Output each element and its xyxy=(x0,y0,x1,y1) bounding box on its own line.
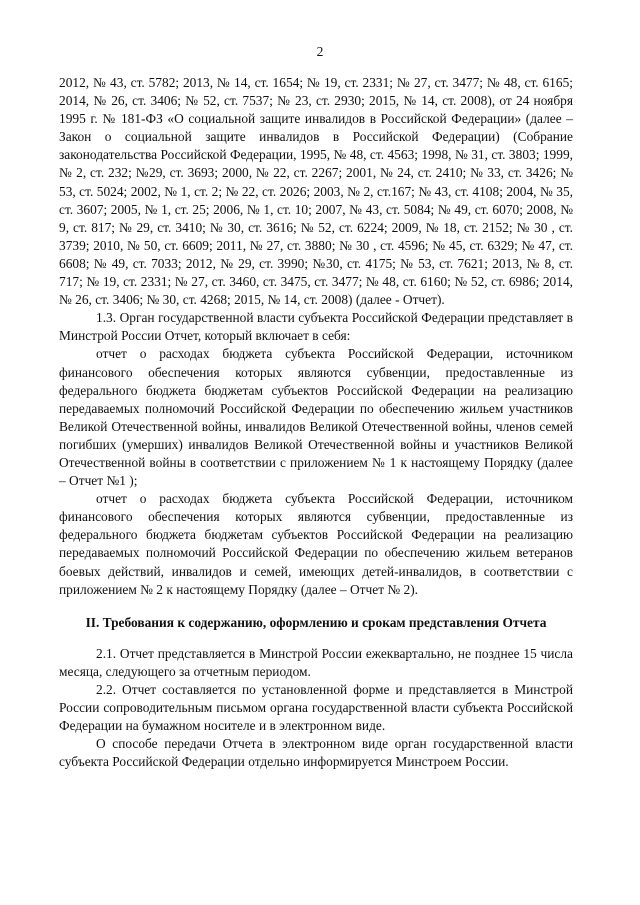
paragraph-1-3: 1.3. Орган государственной власти субъекта Российской Федерации представляет в Минстрой России Отчет, который включает в себя: xyxy=(59,310,573,344)
document-body xyxy=(59,74,573,771)
paragraph-2-1: 2.1. Отчет представляется в Минстрой России ежеквартально, не позднее 15 числа месяца, следующего за отчетным периодом. xyxy=(59,645,573,679)
paragraph-report-2: отчет о расходах бюджета субъекта Российской Федерации, источником финансового обеспечения которых являются субвенции, предоставленные из федерального бюджета бюджетам субъектов Российской Федерации на реализацию передаваемых полномочий Российской Федерации по обеспечению жильем ветеранов боевых действий, инвалидов и семей, имеющих детей-инвалидов, в соответствии с приложением № 2 к настоящему Порядку (далее – Отчет № 2). xyxy=(59,491,573,597)
paragraph-report-1: отчет о расходах бюджета субъекта Российской Федерации, источником финансового обеспечения которых являются субвенции, предоставленные из федерального бюджета бюджетам субъектов Российской Федерации на реализацию передаваемых полномочий Российской Федерации по обеспечению жильем участников Великой Отечественной войны, инвалидов Великой Отечественной войны, членов семей погибших (умерших) инвалидов Великой Отечественной войны и участников Великой Отечественной войны в соответствии с приложением № 1 к настоящему Порядку (далее – Отчет №1 ); xyxy=(59,346,573,489)
paragraph-transfer-method: О способе передачи Отчета в электронном виде орган государственной власти субъекта Российской Федерации отдельно информируется Минстроем России. xyxy=(59,736,573,770)
section-heading-2: II. Требования к содержанию, оформлению и срокам представления Отчета xyxy=(85,614,547,630)
paragraph-2-2: 2.2. Отчет составляется по установленной форме и представляется в Минстрой России сопроводительным письмом органа государственной власти субъекта Российской Федерации на бумажном носителе и в электронном виде. xyxy=(59,682,573,734)
page-number: 2 xyxy=(316,44,324,59)
paragraph-legal-references: 2012, № 43, ст. 5782; 2013, № 14, ст. 1654; № 19, ст. 2331; № 27, ст. 3477; № 48, ст. 6165; 2014, № 26, ст. 3406; № 52, ст. 7537; № 23, ст. 2930; 2015, № 14, ст. 2008), от 24 ноября 1995 г. № 181-ФЗ «О социальной защите инвалидов в Российской Федерации» (далее – Закон о социальной защите инвалидов в Российской Федерации) (Собрание законодательства Российской Федерации, 1995, № 48, ст. 4563; 1998, № 31, ст. 3803; 1999, № 2, ст. 232; №29, ст. 3693; 2000, № 22, ст. 2267; 2001, № 24, ст. 2410; № 33, ст. 3426; № 53, ст. 5024; 2002, № 1, ст. 2; № 22, ст. 2026; 2003, № 2, ст.167; № 43, ст. 4108; 2004, № 35, ст. 3607; 2005, № 1, ст. 25; 2006, № 1, ст. 10; 2007, № 43, ст. 5084; № 49, ст. 6070; 2008, № 9, ст. 817; № 29, ст. 3410; № 30, ст. 3616; № 52, ст. 6224; 2009, № 18, ст. 2152; № 30 , ст. 3739; 2010, № 50, ст. 6609; 2011, № 27, ст. 3880; № 30 , ст. 4596; № 45, ст. 6329; № 47, ст. 6608; № 49, ст. 7033; 2012, № 29, ст. 3990; №30, ст. 4175; № 53, ст. 7621; 2013, № 8, ст. 717; № 19, ст. 2331; № 27, ст. 3460, ст. 3475, ст. 3477; № 48, ст. 6160; № 52, ст. 6986; 2014, № 26, ст. 3406; № 30, ст. 4268; 2015, № 14, ст. 2008) (далее - Отчет). xyxy=(59,75,573,308)
